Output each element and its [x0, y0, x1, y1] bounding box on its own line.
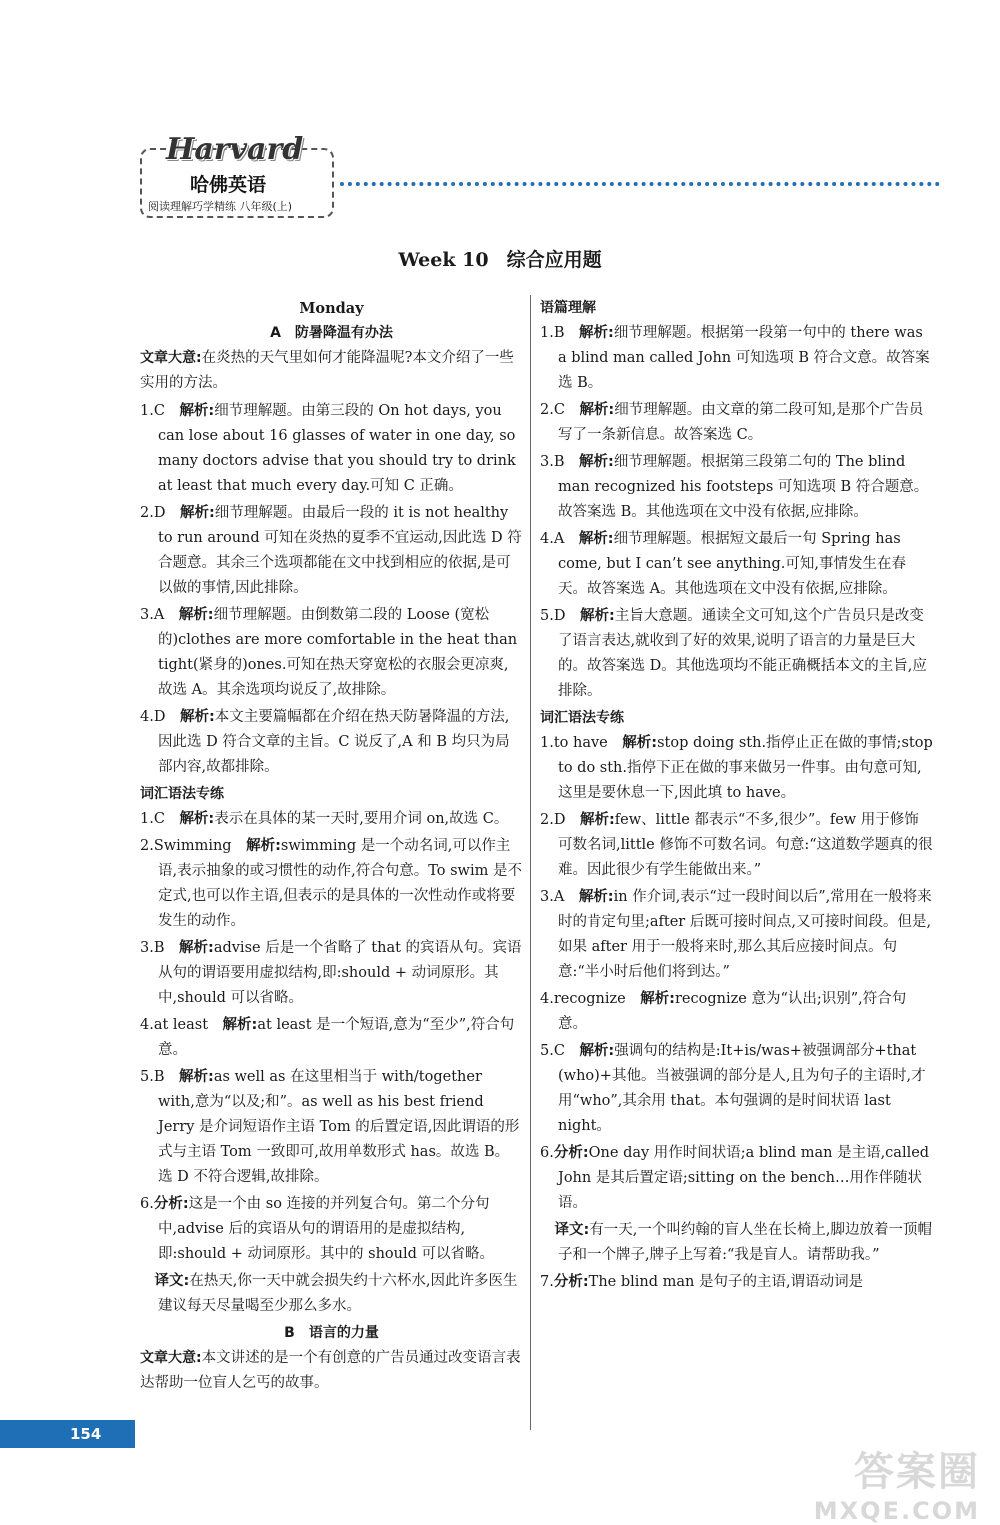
left-column	[140, 296, 523, 1399]
answer-item: 2.D 解析:few、little 都表示“不多,很少”。few 用于修饰可数名词,little 修饰不可数名词。句意:“这道数学题真的很难。因此很少有学生能做出来。”	[540, 812, 933, 878]
answer-item: 4.A 解析:细节理解题。根据短文最后一句 Spring has come, but I can’t see anything.可知,事情发生在春天。故答案选 A。其他选项在文中没有依据,应排除。	[540, 531, 906, 597]
logo-title: Harvard	[166, 132, 304, 167]
answer-item: 4.recognize 解析:recognize 意为“认出;识别”,符合句意。	[540, 991, 907, 1032]
vocab-section-title: 词汇语法专练	[540, 710, 624, 726]
answer-item: 3.B 解析:advise 后是一个省略了 that 的宾语从句。宾语从句的谓语要用虚拟结构,即:should + 动词原形。其中,should 可以省略。	[140, 940, 522, 1006]
passage-a-title: A 防暑降温有办法	[270, 325, 393, 341]
logo-chinese-name: 哈佛英语	[190, 174, 267, 196]
watermark-line2: MXQE.COM	[813, 1497, 980, 1525]
answer-item: 1.C 解析:表示在具体的某一天时,要用介词 on,故选 C。	[140, 811, 509, 827]
logo-subtitle: 阅读理解巧学精练 八年级(上)	[148, 200, 293, 213]
answer-item: 5.D 解析:主旨大意题。通读全文可知,这个广告员只是改变了语言表达,就收到了好的效果,说明了语言的力量是巨大的。故答案选 D。其他选项均不能正确概括本文的主旨,应排除。	[540, 608, 927, 699]
answer-item: 1.B 解析:细节理解题。根据第一段第一句中的 there was a blind man called John 可知选项 B 符合文意。故答案选 B。	[540, 325, 930, 391]
answer-item: 3.A 解析:细节理解题。由倒数第二段的 Loose (宽松的)clothes are more comfortable in the heat than tight(紧身的)ones.可知在热天穿宽松的衣服会更凉爽,故选 A。其余选项均说反了,故排除。	[140, 607, 518, 698]
translation: 译文:在热天,你一天中就会损失约十六杯水,因此许多医生建议每天尽量喝至少那么多水。	[154, 1273, 518, 1314]
answer-item: 5.C 解析:强调句的结构是:It+is/was+被强调部分+that (who)+其他。当被强调的部分是人,且为句子的主语时,才用“who”,其余用 that。本句强调的是时间状语 last night。	[540, 1043, 926, 1134]
column-divider	[530, 295, 531, 1430]
watermark	[814, 1440, 980, 1525]
book-logo	[140, 132, 334, 218]
answer-item: 2.D 解析:细节理解题。由最后一段的 it is not healthy to run around 可知在炎热的夏季不宜运动,因此选 D 符合题意。其余三个选项都能在文中找到相应的依据,是可以做的事情,因此排除。	[140, 505, 522, 596]
passage-b-title: B 语言的力量	[284, 1325, 379, 1341]
answer-item: 1.to have 解析:stop doing sth.指停止正在做的事情;stop to do sth.指停下正在做的事来做另一件事。由句意可知,这里是要休息一下,因此填 to have。	[540, 735, 933, 801]
page-header	[140, 132, 940, 220]
answer-item: 3.A 解析:in 作介词,表示“过一段时间以后”,常用在一般将来时的肯定句里;after 后既可接时间点,又可接时间段。但是,如果 after 用于一般将来时,那么其后应接时间点。句意:“半小时后他们将到达。”	[540, 889, 932, 980]
reading-section-title: 语篇理解	[540, 300, 596, 316]
answer-item: 4.at least 解析:at least 是一个短语,意为“至少”,符合句意。	[140, 1017, 515, 1058]
answer-item: 3.B 解析:细节理解题。根据第三段第二句的 The blind man recognized his footsteps 可知选项 B 符合题意。故答案选 B。其他选项在文中没有依据,应排除。	[540, 454, 929, 520]
answer-item: 6.分析:One day 用作时间状语;a blind man 是主语,called John 是其后置定语;sitting on the bench…用作伴随状语。	[540, 1145, 930, 1211]
watermark-line1: 答案圈	[854, 1449, 980, 1495]
week-label: Week 10	[398, 249, 489, 271]
answer-item: 4.D 解析:本文主要篇幅都在介绍在热天防暑降温的方法,因此选 D 符合文章的主旨。C 说反了,A 和 B 均只为局部内容,故都排除。	[140, 709, 510, 775]
summary-b: 文章大意:本文讲述的是一个有创意的广告员通过改变语言表达帮助一位盲人乞丐的故事。	[140, 1350, 521, 1391]
answer-item: 7.分析:The blind man 是句子的主语,谓语动词是	[540, 1274, 864, 1290]
answer-item: 1.C 解析:细节理解题。由第三段的 On hot days, you can lose about 16 glasses of water in one day, so many doctors advise that you should try to drink at least that much every day.可知 C 正确。	[140, 403, 516, 494]
dotted-rule	[340, 182, 940, 186]
answer-item: 2.C 解析:细节理解题。由文章的第二段可知,是那个广告员写了一条新信息。故答案选 C。	[540, 402, 924, 443]
day-heading: Monday	[299, 300, 364, 317]
right-column	[540, 296, 933, 1297]
translation: 译文:有一天,一个叫约翰的盲人坐在长椅上,脚边放着一顶帽子和一个牌子,牌子上写着:“我是盲人。请帮助我。”	[554, 1222, 933, 1263]
answer-item: 5.B 解析:as well as 在这里相当于 with/together with,意为“以及;和”。as well as his best friend Jerry 是介词短语作主语 Tom 的后置定语,因此谓语的形式与主语 Tom 一致即可,故用单数形式 has。故选 B。选 D 不符合逻辑,故排除。	[140, 1069, 520, 1185]
answer-item: 2.Swimming 解析:swimming 是一个动名词,可以作主语,表示抽象的或习惯性的动作,符合句意。To swim 是不定式,也可以作主语,但表示的是具体的一次性动作或将要发生的动作。	[140, 838, 522, 929]
vocab-section-title: 词汇语法专练	[140, 786, 224, 802]
page-number: 154	[0, 1420, 135, 1448]
topic-label: 综合应用题	[506, 249, 602, 271]
page-title	[0, 245, 1000, 272]
summary-a: 文章大意:在炎热的天气里如何才能降温呢?本文介绍了一些实用的方法。	[140, 350, 514, 391]
answer-item: 6.分析:这是一个由 so 连接的并列复合句。第二个分句中,advise 后的宾语从句的谓语用的是虚拟结构,即:should + 动词原形。其中的 should 可以省略。	[140, 1196, 495, 1262]
